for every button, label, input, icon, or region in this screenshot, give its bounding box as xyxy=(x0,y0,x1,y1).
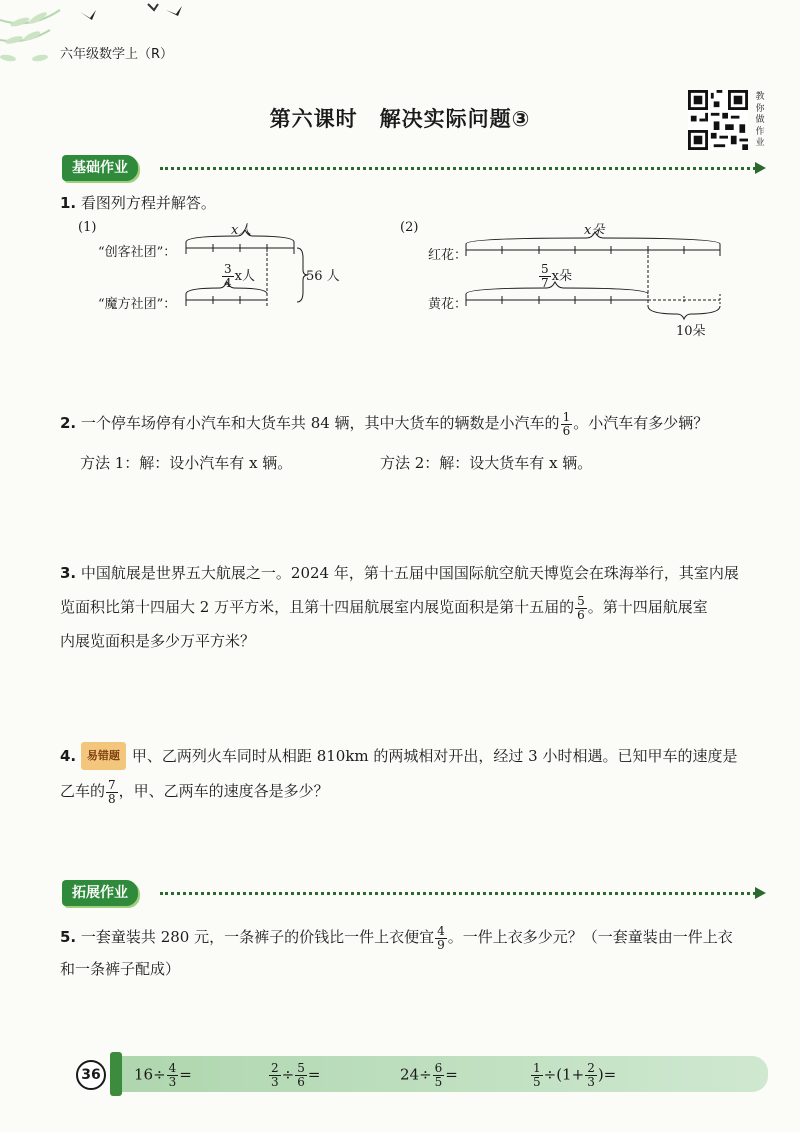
question-text: 和一条裤子配成） xyxy=(60,959,181,978)
question-text: 。小汽车有多少辆？ xyxy=(573,414,709,432)
diagram-1-total-label: 56 人 xyxy=(306,269,340,284)
question-text: 甲、乙两列火车同时从相距 810km 的两城相对开出，经过 3 小时相遇。已知甲车的速度是 xyxy=(131,747,738,765)
fraction-numerator: 5 xyxy=(577,593,585,608)
grade-label: 六年级数学上（R） xyxy=(60,47,174,62)
section-divider xyxy=(160,892,756,895)
error-prone-badge: 易错题 xyxy=(81,742,126,770)
calc-text: = xyxy=(307,1065,321,1084)
fraction-denominator: 6 xyxy=(297,1075,305,1089)
diagram-2-diff-label: 10朵 xyxy=(676,324,706,339)
page-number: 36 xyxy=(76,1060,106,1090)
diagram-2-row1-label: 红花： xyxy=(428,248,468,263)
question-text: ，甲、乙两车的速度各是多少？ xyxy=(118,782,329,800)
qr-side-char: 你 xyxy=(755,103,765,114)
fraction-numerator: 2 xyxy=(271,1061,279,1075)
question-2 xyxy=(60,410,780,438)
question-text: 一套童装共 280 元，一条裤子的价钱比一件上衣便宜 xyxy=(80,928,435,946)
fraction-denominator: 3 xyxy=(271,1075,279,1089)
question-number: 4. xyxy=(60,747,77,765)
method-1: 方法 1：解：设小汽车有 x 辆。 xyxy=(80,454,293,472)
question-text: 乙车的 xyxy=(60,782,106,800)
fraction-denominator: 9 xyxy=(437,937,445,952)
question-number: 3. xyxy=(60,564,77,582)
calc-exercise-4 xyxy=(530,1062,616,1089)
diagram-2-row2-label: 黄花： xyxy=(428,297,468,312)
method-2: 方法 2：解：设大货车有 x 辆。 xyxy=(380,454,593,472)
question-text: 览面积比第十四届大 2 万平方米，且第十四届航展室内展览面积是第十五届的 xyxy=(60,598,575,616)
question-text: 。一件上衣多少元？（一套童装由一件上衣 xyxy=(447,928,733,946)
fraction-suffix: x朵 xyxy=(551,269,572,284)
diagram-1-top-label: x人 xyxy=(231,223,252,238)
question-number: 5. xyxy=(60,928,77,946)
qr-side-char: 教 xyxy=(755,92,765,102)
diagram-1-label: (1) xyxy=(78,220,97,235)
question-text: 中国航展是世界五大航展之一。2024 年，第十五届中国国际航空航天博览会在珠海举行，其室内展 xyxy=(80,564,739,582)
decorative-leaves-image xyxy=(0,0,200,80)
arrow-icon xyxy=(755,887,766,899)
diagram-2-top-label: x朵 xyxy=(584,223,605,238)
qr-code-image[interactable] xyxy=(688,90,748,150)
fraction-suffix: x人 xyxy=(234,269,255,284)
fraction-numerator: 5 xyxy=(541,262,549,276)
page-title: 第六课时 解决实际问题③ xyxy=(269,107,531,131)
question-5 xyxy=(60,924,780,982)
fraction-numerator: 4 xyxy=(437,923,445,938)
fraction-denominator: 3 xyxy=(587,1075,595,1089)
calc-text: 24÷ xyxy=(400,1065,432,1084)
question-text: 。第十四届航展室 xyxy=(587,598,708,616)
section-basic-tag: 基础作业 xyxy=(62,155,138,181)
fraction-denominator: 5 xyxy=(434,1075,443,1089)
diagram-1-row2-label: “魔方社团”： xyxy=(98,297,177,312)
fraction-numerator: 3 xyxy=(224,262,232,276)
fraction-denominator: 5 xyxy=(533,1075,541,1089)
question-text: 内展览面积是多少万平方米？ xyxy=(60,631,256,650)
qr-side-char: 作 xyxy=(755,126,765,137)
calc-text: ÷(1+ xyxy=(543,1065,585,1084)
fraction-denominator: 4 xyxy=(224,276,232,290)
fraction-denominator: 6 xyxy=(577,607,585,622)
fraction-denominator: 3 xyxy=(168,1075,177,1089)
diagram-2-label: (2) xyxy=(400,220,419,235)
calc-exercise-2 xyxy=(268,1062,320,1089)
question-4 xyxy=(60,742,780,806)
calc-exercise-1 xyxy=(134,1062,192,1089)
diagram-1-bars xyxy=(180,228,310,308)
calc-text: )= xyxy=(597,1065,617,1084)
question-text: 一个停车场停有小汽车和大货车共 84 辆，其中大货车的辆数是小汽车的 xyxy=(80,414,560,432)
fraction-numerator: 1 xyxy=(533,1061,541,1075)
question-text: 看图列方程并解答。 xyxy=(80,194,216,212)
calc-text: 16÷ xyxy=(134,1065,166,1084)
section-extended-tag: 拓展作业 xyxy=(62,880,138,906)
calc-text: = xyxy=(179,1065,192,1084)
fraction-numerator: 2 xyxy=(587,1061,595,1075)
fraction-numerator: 7 xyxy=(108,777,116,792)
strip-accent-bar xyxy=(110,1052,122,1096)
qr-side-label xyxy=(754,92,766,150)
fraction-numerator: 6 xyxy=(434,1061,443,1075)
fraction-denominator: 7 xyxy=(541,276,549,290)
calc-text: = xyxy=(445,1065,458,1084)
qr-side-char: 做 xyxy=(755,115,765,125)
qr-side-char: 业 xyxy=(755,138,765,148)
diagram-1-row1-label: “创客社团”： xyxy=(98,245,177,260)
arrow-icon xyxy=(755,162,766,174)
question-number: 1. xyxy=(60,194,77,212)
section-divider xyxy=(160,167,756,170)
question-3 xyxy=(60,560,780,654)
calc-text: ÷ xyxy=(281,1065,295,1084)
fraction-denominator: 6 xyxy=(562,423,571,438)
diagram-2-bars xyxy=(462,226,732,326)
fraction-numerator: 1 xyxy=(562,409,571,424)
fraction-denominator: 8 xyxy=(108,791,116,806)
fraction-numerator: 4 xyxy=(168,1061,177,1075)
question-number: 2. xyxy=(60,414,77,432)
calc-exercise-3 xyxy=(400,1062,458,1089)
fraction-numerator: 5 xyxy=(297,1061,305,1075)
question-1 xyxy=(60,190,216,216)
